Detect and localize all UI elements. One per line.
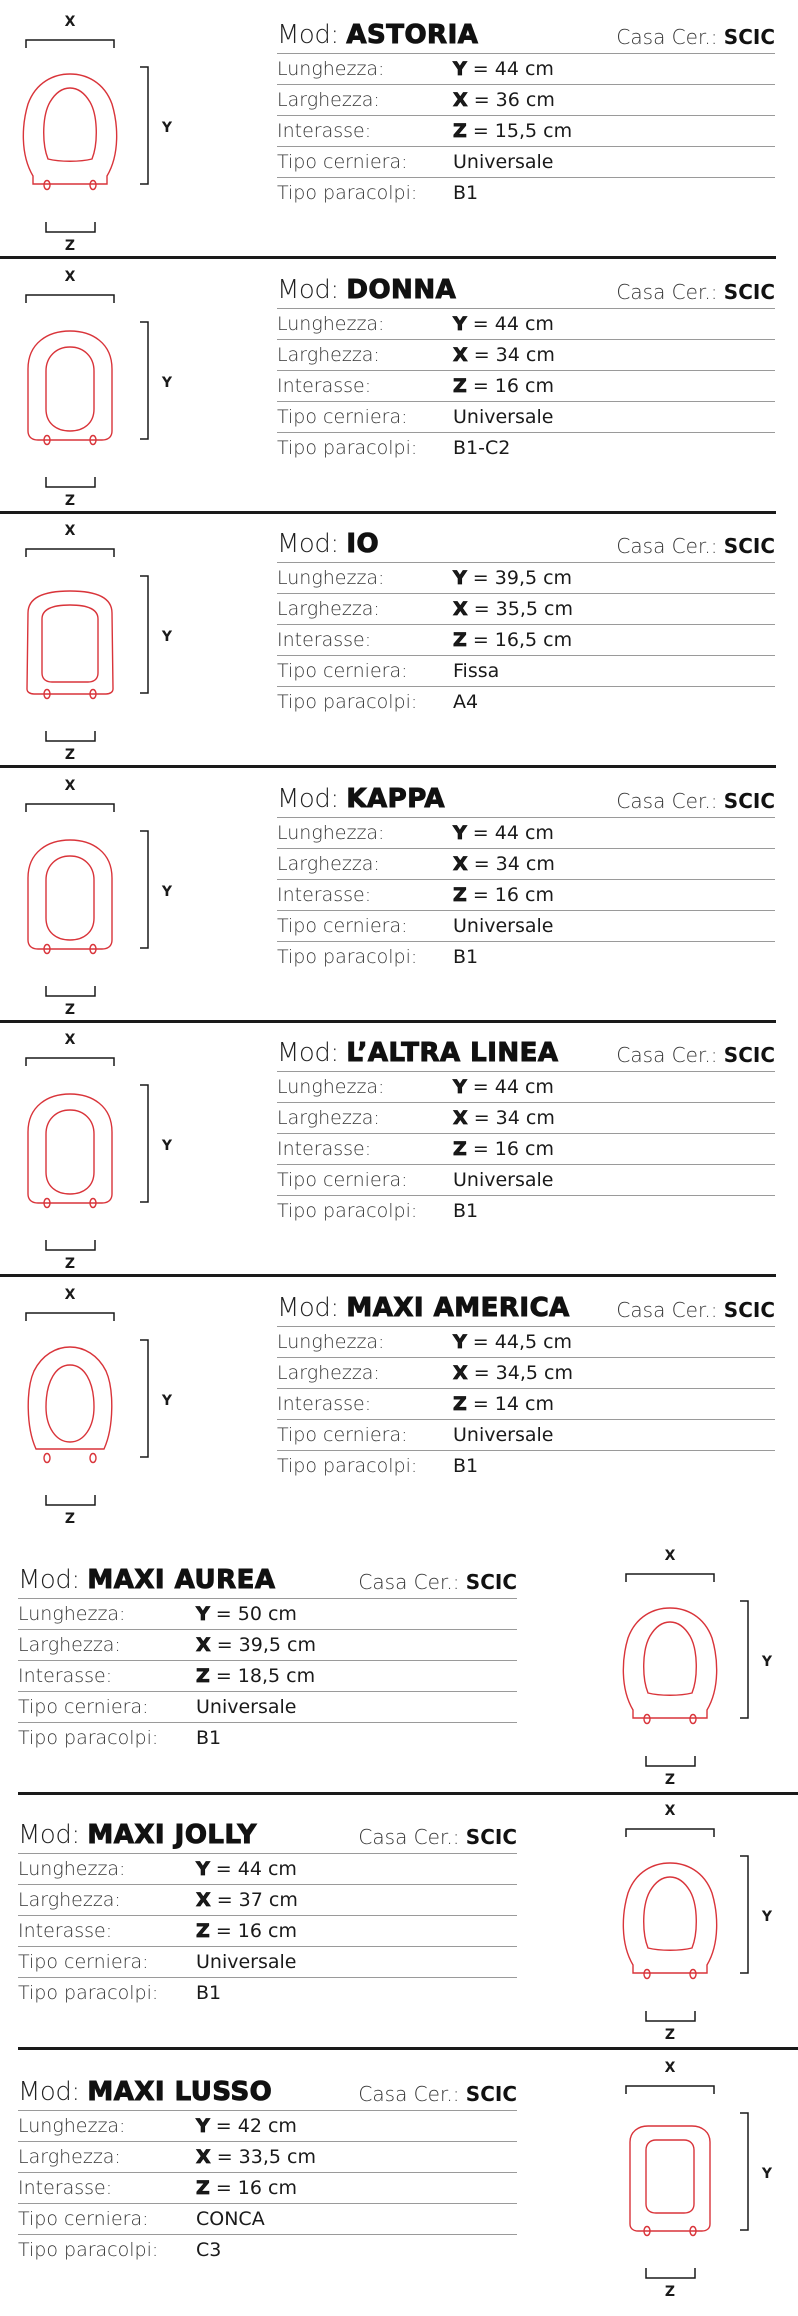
manufacturer (616, 534, 775, 558)
model-section-astoria (0, 0, 798, 255)
x-dimension-label: X (664, 1803, 676, 1819)
spec-row-bumper (18, 1723, 517, 1753)
brand-name: SCIC (465, 1570, 517, 1594)
seat-diagram-icon (0, 768, 190, 1023)
z-dimension-label: Z (64, 1002, 76, 1018)
spec-value-length: Y = 44 cm (196, 1858, 297, 1880)
spec-label: Interasse: (18, 1920, 113, 1942)
spec-label: Tipo paracolpi: (277, 1455, 418, 1477)
seat-diagram-icon (0, 513, 190, 768)
brand-prefix: Casa Cer.: (358, 1825, 466, 1849)
z-bracket (46, 1240, 95, 1250)
seat-diagram-icon (0, 1022, 190, 1277)
spec-label: Tipo cerniera: (277, 406, 408, 428)
y-dimension-label: Y (161, 375, 173, 391)
spec-label: Lunghezza: (277, 1331, 385, 1353)
spec-label: Tipo paracolpi: (277, 182, 418, 204)
y-bracket (140, 67, 148, 184)
model-spec-table (277, 1031, 775, 1226)
z-bracket (646, 2011, 695, 2021)
y-dimension-label: Y (161, 1393, 173, 1409)
z-dimension-label: Z (664, 1772, 676, 1788)
spec-value-spacing: Z = 16 cm (453, 375, 554, 397)
model-name: MAXI LUSSO (87, 2077, 273, 2107)
y-bracket (740, 2113, 748, 2230)
seat-outline (28, 1347, 112, 1463)
seat-diagram-icon (600, 1538, 790, 1793)
spec-value-width: X = 34 cm (453, 1107, 555, 1129)
manufacturer (616, 1298, 775, 1322)
spec-label: Interasse: (277, 884, 372, 906)
mod-prefix: Mod: (18, 1565, 88, 1595)
spec-row-spacing (18, 1661, 517, 1692)
spec-label: Lunghezza: (277, 822, 385, 844)
spec-label: Lunghezza: (277, 58, 385, 80)
spec-row-bumper (277, 178, 775, 208)
spec-value-spacing: Z = 16 cm (196, 2177, 297, 2199)
spec-label: Larghezza: (277, 344, 380, 366)
spec-label: Interasse: (18, 2177, 113, 2199)
spec-value-bumper: B1 (453, 1200, 479, 1222)
spec-label: Larghezza: (277, 853, 380, 875)
model-header (277, 1286, 775, 1327)
spec-label: Tipo cerniera: (277, 1169, 408, 1191)
spec-label: Larghezza: (277, 598, 380, 620)
spec-value-bumper: B1 (453, 946, 479, 968)
spec-label: Tipo paracolpi: (277, 946, 418, 968)
model-header (277, 13, 775, 54)
model-name: IO (346, 529, 380, 559)
manufacturer (616, 1043, 775, 1067)
z-bracket (46, 731, 95, 741)
model-name: MAXI AMERICA (346, 1293, 570, 1323)
spec-row-width (277, 340, 775, 371)
spec-label: Interasse: (18, 1665, 113, 1687)
spec-value-bumper: B1 (453, 1455, 479, 1477)
spec-label: Tipo cerniera: (18, 1696, 149, 1718)
y-dimension-label: Y (761, 2166, 773, 2182)
manufacturer (616, 280, 775, 304)
spec-value-width: X = 33,5 cm (196, 2146, 316, 2168)
x-dimension-label: X (664, 2060, 676, 2076)
z-dimension-label: Z (64, 1256, 76, 1272)
spec-row-bumper (277, 1451, 775, 1481)
spec-label: Larghezza: (277, 1362, 380, 1384)
spec-value-spacing: Z = 16 cm (453, 1138, 554, 1160)
y-bracket (140, 1340, 148, 1457)
y-dimension-label: Y (161, 1138, 173, 1154)
seat-outline (28, 1094, 112, 1208)
x-bracket (26, 1313, 114, 1321)
brand-name: SCIC (723, 1298, 775, 1322)
seat-outline (27, 591, 113, 699)
spec-value-hinge: Fissa (453, 660, 500, 682)
y-dimension-label: Y (161, 629, 173, 645)
spec-label: Lunghezza: (277, 1076, 385, 1098)
spec-row-length (18, 1854, 517, 1885)
spec-value-length: Y = 44,5 cm (453, 1331, 573, 1353)
mod-prefix: Mod: (277, 784, 347, 814)
spec-value-width: X = 34,5 cm (453, 1362, 573, 1384)
seat-outline (28, 331, 112, 445)
spec-value-bumper: C3 (196, 2239, 222, 2261)
model-spec-table (18, 1558, 517, 1753)
model-header (277, 522, 775, 563)
spec-label: Larghezza: (18, 1634, 121, 1656)
brand-prefix: Casa Cer.: (616, 534, 724, 558)
model-header (18, 1813, 517, 1854)
spec-label: Interasse: (277, 1393, 372, 1415)
brand-prefix: Casa Cer.: (616, 25, 724, 49)
x-bracket (26, 1058, 114, 1066)
x-dimension-label: X (64, 523, 76, 539)
seat-drawing (0, 1022, 190, 1277)
z-bracket (46, 986, 95, 996)
model-header (277, 777, 775, 818)
model-header (18, 1558, 517, 1599)
spec-label: Tipo paracolpi: (277, 1200, 418, 1222)
spec-row-length (18, 2111, 517, 2142)
model-title (277, 1293, 570, 1323)
spec-label: Tipo paracolpi: (18, 1982, 159, 2004)
mod-prefix: Mod: (277, 275, 347, 305)
spec-label: Tipo cerniera: (18, 1951, 149, 1973)
spec-value-hinge: Universale (453, 1169, 554, 1191)
z-dimension-label: Z (664, 2027, 676, 2043)
model-spec-table (18, 2070, 517, 2265)
seat-drawing (0, 259, 190, 514)
x-dimension-label: X (664, 1548, 676, 1564)
spec-row-width (277, 1103, 775, 1134)
spec-value-spacing: Z = 15,5 cm (453, 120, 573, 142)
seat-diagram-icon (0, 1277, 190, 1532)
seat-drawing (600, 1793, 790, 2048)
spec-row-hinge (277, 1420, 775, 1451)
spec-value-length: Y = 50 cm (196, 1603, 297, 1625)
y-dimension-label: Y (761, 1909, 773, 1925)
model-section-io (0, 509, 798, 764)
model-title (277, 1038, 559, 1068)
spec-row-bumper (277, 687, 775, 717)
x-dimension-label: X (64, 1287, 76, 1303)
spec-row-width (277, 1358, 775, 1389)
model-name: MAXI AUREA (87, 1565, 276, 1595)
spec-row-width (18, 1630, 517, 1661)
model-spec-table (18, 1813, 517, 2008)
spec-label: Larghezza: (18, 1889, 121, 1911)
model-section-donna (0, 255, 798, 510)
seat-drawing (0, 768, 190, 1023)
x-bracket (26, 804, 114, 812)
model-section-l-altra-linea (0, 1018, 798, 1273)
spec-label: Lunghezza: (277, 313, 385, 335)
spec-value-length: Y = 44 cm (453, 822, 554, 844)
x-bracket (626, 1574, 714, 1582)
model-name: MAXI JOLLY (87, 1820, 257, 1850)
spec-label: Tipo paracolpi: (18, 1727, 159, 1749)
spec-row-length (277, 309, 775, 340)
seat-drawing (600, 1538, 790, 1793)
spec-value-width: X = 34 cm (453, 344, 555, 366)
z-dimension-label: Z (64, 493, 76, 509)
brand-name: SCIC (723, 1043, 775, 1067)
seat-diagram-icon (600, 2050, 790, 2305)
seat-diagram-icon (0, 259, 190, 514)
spec-value-hinge: Universale (453, 406, 554, 428)
manufacturer (616, 789, 775, 813)
brand-prefix: Casa Cer.: (616, 280, 724, 304)
spec-label: Larghezza: (18, 2146, 121, 2168)
model-title (18, 2077, 272, 2107)
spec-value-hinge: Universale (453, 1424, 554, 1446)
spec-row-bumper (18, 1978, 517, 2008)
z-dimension-label: Z (64, 747, 76, 763)
seat-drawing (0, 513, 190, 768)
mod-prefix: Mod: (18, 1820, 88, 1850)
manufacturer (358, 1825, 517, 1849)
model-name: DONNA (346, 275, 457, 305)
spec-row-length (18, 1599, 517, 1630)
model-title (18, 1565, 275, 1595)
spec-row-width (277, 85, 775, 116)
x-dimension-label: X (64, 269, 76, 285)
z-bracket (46, 1495, 95, 1505)
spec-label: Lunghezza: (18, 1603, 126, 1625)
spec-label: Larghezza: (277, 89, 380, 111)
seat-outline (623, 1863, 716, 1979)
y-dimension-label: Y (761, 1654, 773, 1670)
spec-value-hinge: Universale (453, 151, 554, 173)
seat-outline (630, 2126, 710, 2236)
y-bracket (740, 1601, 748, 1718)
model-spec-table (277, 13, 775, 208)
seat-drawing (0, 4, 190, 259)
spec-value-bumper: B1 (196, 1982, 222, 2004)
mod-prefix: Mod: (18, 2077, 88, 2107)
spec-row-spacing (277, 625, 775, 656)
brand-prefix: Casa Cer.: (616, 1043, 724, 1067)
z-bracket (646, 2268, 695, 2278)
x-bracket (26, 549, 114, 557)
spec-label: Tipo cerniera: (277, 660, 408, 682)
spec-label: Interasse: (277, 629, 372, 651)
spec-row-length (277, 54, 775, 85)
seat-outline (23, 74, 116, 190)
spec-row-width (277, 594, 775, 625)
model-title (277, 529, 379, 559)
seat-drawing (600, 2050, 790, 2305)
seat-outline (623, 1608, 716, 1724)
spec-row-spacing (277, 371, 775, 402)
spec-value-width: X = 34 cm (453, 853, 555, 875)
spec-label: Tipo cerniera: (277, 1424, 408, 1446)
spec-value-spacing: Z = 14 cm (453, 1393, 554, 1415)
y-dimension-label: Y (161, 884, 173, 900)
spec-row-hinge (277, 911, 775, 942)
x-dimension-label: X (64, 1032, 76, 1048)
spec-value-spacing: Z = 16 cm (196, 1920, 297, 1942)
mod-prefix: Mod: (277, 1293, 347, 1323)
spec-row-length (277, 563, 775, 594)
spec-value-length: Y = 39,5 cm (453, 567, 573, 589)
spec-row-width (18, 2142, 517, 2173)
spec-label: Larghezza: (277, 1107, 380, 1129)
spec-value-width: X = 35,5 cm (453, 598, 573, 620)
spec-value-bumper: B1-C2 (453, 437, 511, 459)
brand-name: SCIC (723, 534, 775, 558)
spec-value-width: X = 37 cm (196, 1889, 298, 1911)
spec-label: Tipo paracolpi: (277, 437, 418, 459)
spec-row-hinge (277, 147, 775, 178)
spec-row-hinge (277, 1165, 775, 1196)
model-title (18, 1820, 257, 1850)
spec-value-width: X = 36 cm (453, 89, 555, 111)
x-dimension-label: X (64, 14, 76, 30)
x-bracket (26, 295, 114, 303)
spec-row-hinge (18, 1947, 517, 1978)
spec-value-spacing: Z = 16 cm (453, 884, 554, 906)
spec-value-hinge: Universale (453, 915, 554, 937)
spec-value-bumper: B1 (453, 182, 479, 204)
model-name: L’ALTRA LINEA (346, 1038, 559, 1068)
model-spec-table (277, 1286, 775, 1481)
seat-diagram-icon (600, 1793, 790, 2048)
spec-row-bumper (18, 2235, 517, 2265)
x-bracket (626, 1829, 714, 1837)
spec-row-hinge (18, 1692, 517, 1723)
z-dimension-label: Z (664, 2284, 676, 2300)
spec-value-spacing: Z = 16,5 cm (453, 629, 573, 651)
spec-row-width (18, 1885, 517, 1916)
mod-prefix: Mod: (277, 20, 347, 50)
model-section-maxi-aurea (0, 1538, 798, 1793)
spec-label: Tipo paracolpi: (18, 2239, 159, 2261)
spec-row-hinge (18, 2204, 517, 2235)
z-dimension-label: Z (64, 1511, 76, 1527)
spec-row-bumper (277, 1196, 775, 1226)
seat-diagram-icon (0, 4, 190, 259)
model-name: KAPPA (346, 784, 445, 814)
x-dimension-label: X (64, 778, 76, 794)
spec-value-hinge: CONCA (196, 2208, 265, 2230)
mod-prefix: Mod: (277, 1038, 347, 1068)
spec-row-spacing (277, 880, 775, 911)
spec-label: Interasse: (277, 1138, 372, 1160)
spec-value-length: Y = 44 cm (453, 1076, 554, 1098)
model-name: ASTORIA (346, 20, 479, 50)
spec-value-spacing: Z = 18,5 cm (196, 1665, 316, 1687)
model-header (277, 268, 775, 309)
x-bracket (26, 40, 114, 48)
brand-name: SCIC (723, 280, 775, 304)
manufacturer (358, 1570, 517, 1594)
seat-outline (28, 840, 112, 954)
brand-prefix: Casa Cer.: (358, 1570, 466, 1594)
model-header (277, 1031, 775, 1072)
spec-row-width (277, 849, 775, 880)
spec-label: Tipo cerniera: (18, 2208, 149, 2230)
model-title (277, 784, 445, 814)
brand-prefix: Casa Cer.: (616, 1298, 724, 1322)
spec-label: Tipo paracolpi: (277, 691, 418, 713)
model-title (277, 275, 456, 305)
spec-row-length (277, 1327, 775, 1358)
spec-label: Interasse: (277, 375, 372, 397)
brand-prefix: Casa Cer.: (616, 789, 724, 813)
spec-label: Tipo cerniera: (277, 915, 408, 937)
brand-name: SCIC (723, 25, 775, 49)
spec-label: Interasse: (277, 120, 372, 142)
spec-label: Lunghezza: (18, 1858, 126, 1880)
model-spec-table (277, 777, 775, 972)
z-bracket (46, 222, 95, 232)
spec-value-bumper: B1 (196, 1727, 222, 1749)
brand-prefix: Casa Cer.: (358, 2082, 466, 2106)
x-bracket (626, 2086, 714, 2094)
brand-name: SCIC (465, 2082, 517, 2106)
brand-name: SCIC (723, 789, 775, 813)
spec-row-hinge (277, 402, 775, 433)
y-bracket (140, 1085, 148, 1202)
mod-prefix: Mod: (277, 529, 347, 559)
spec-row-bumper (277, 433, 775, 463)
spec-row-bumper (277, 942, 775, 972)
seat-drawing (0, 1277, 190, 1532)
spec-row-spacing (18, 1916, 517, 1947)
y-bracket (140, 576, 148, 693)
y-bracket (140, 831, 148, 948)
model-section-maxi-america (0, 1273, 798, 1528)
spec-row-hinge (277, 656, 775, 687)
z-dimension-label: Z (64, 238, 76, 254)
spec-row-spacing (18, 2173, 517, 2204)
manufacturer (616, 25, 775, 49)
brand-name: SCIC (465, 1825, 517, 1849)
spec-value-hinge: Universale (196, 1951, 297, 1973)
y-dimension-label: Y (161, 120, 173, 136)
spec-value-hinge: Universale (196, 1696, 297, 1718)
model-section-maxi-lusso (0, 2050, 798, 2305)
y-bracket (140, 322, 148, 439)
z-bracket (46, 477, 95, 487)
spec-value-width: X = 39,5 cm (196, 1634, 316, 1656)
spec-row-spacing (277, 1134, 775, 1165)
model-section-maxi-jolly (0, 1793, 798, 2048)
model-header (18, 2070, 517, 2111)
spec-value-length: Y = 44 cm (453, 58, 554, 80)
spec-row-spacing (277, 1389, 775, 1420)
spec-label: Tipo cerniera: (277, 151, 408, 173)
spec-row-spacing (277, 116, 775, 147)
spec-label: Lunghezza: (277, 567, 385, 589)
spec-value-bumper: A4 (453, 691, 479, 713)
y-bracket (740, 1856, 748, 1973)
model-spec-table (277, 522, 775, 717)
spec-row-length (277, 818, 775, 849)
spec-label: Lunghezza: (18, 2115, 126, 2137)
model-spec-table (277, 268, 775, 463)
model-section-kappa (0, 764, 798, 1019)
model-title (277, 20, 478, 50)
spec-value-length: Y = 42 cm (196, 2115, 297, 2137)
z-bracket (646, 1756, 695, 1766)
spec-value-length: Y = 44 cm (453, 313, 554, 335)
manufacturer (358, 2082, 517, 2106)
spec-row-length (277, 1072, 775, 1103)
